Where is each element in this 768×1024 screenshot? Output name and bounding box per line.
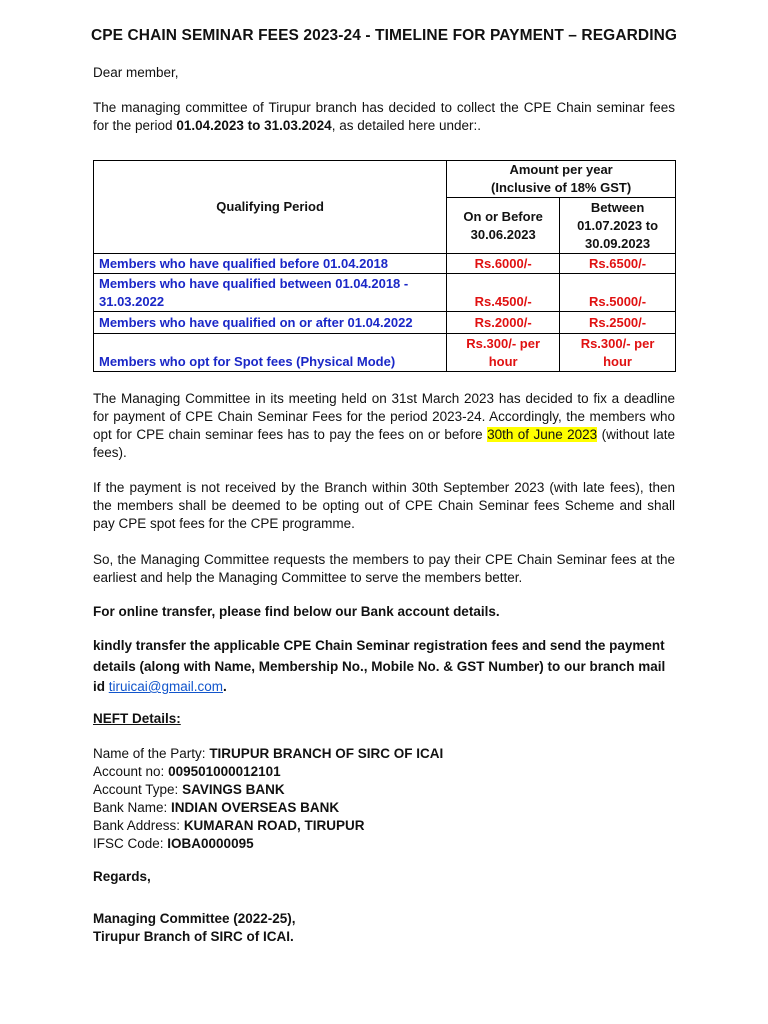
intro-text-2: , as detailed here under:. [331, 118, 482, 133]
deadline-text-2: (without late fees). [93, 427, 676, 460]
row-label: Members who opt for Spot fees (Physical Mode) [94, 334, 447, 372]
salutation: Dear member, [93, 65, 179, 80]
request-paragraph: So, the Managing Committee requests the members to pay their CPE Chain Seminar fees at the earliest and help the Managing Committee to serve the members better. [93, 552, 675, 585]
neft-field-label: Name of the Party: [93, 746, 210, 761]
neft-field-value: TIRUPUR BRANCH OF SIRC OF ICAI [209, 746, 444, 761]
row-fee-late: Rs.2500/- [560, 312, 676, 334]
transfer-instruction-text: kindly transfer the applicable CPE Chain Seminar registration fees and send the payment details (along with Name, Membership No., Mobile No. & GST Number) to our branch mail id [93, 638, 666, 694]
row-label: Members who have qualified before 01.04.2018 [94, 254, 447, 274]
neft-field [93, 745, 675, 763]
table-row [94, 312, 676, 334]
neft-heading: NEFT Details: [93, 711, 181, 726]
signature-block [93, 910, 675, 946]
neft-details [93, 745, 675, 853]
fees-table [93, 160, 676, 372]
neft-field-value: KUMARAN ROAD, TIRUPUR [183, 818, 365, 833]
neft-field [93, 817, 675, 835]
row-fee-late: Rs.6500/- [560, 254, 676, 274]
late-fee-paragraph: If the payment is not received by the Branch within 30th September 2023 (with late fees), then the members shall be deemed to be opting out of CPE Chain Seminar fees Scheme and shall pay CPE spot fees for the CPE programme. [93, 480, 675, 531]
row-fee-early: Rs.300/- per hour [447, 334, 560, 372]
table-row [94, 254, 676, 274]
col-on-or-before-header: On or Before 30.06.2023 [447, 198, 560, 254]
table-row [94, 274, 676, 312]
deadline-paragraph [93, 390, 675, 462]
transfer-instruction-end: . [222, 679, 227, 694]
intro-period: 01.04.2023 to 31.03.2024 [176, 118, 332, 133]
table-row [94, 334, 676, 372]
intro-paragraph [93, 99, 675, 135]
regards: Regards, [93, 869, 151, 884]
deadline-text-1: The Managing Committee in its meeting held on 31st March 2023 has decided to fix a deadline for payment of CPE Chain Seminar Fees for the period 2023-24. Accordingly, the members who opt for CPE chain seminar fees has to pay the fees on or before [93, 391, 675, 442]
neft-field-label: Account no: [93, 764, 169, 779]
intro-text-1: The managing committee of Tirupur branch has decided to collect the CPE Chain seminar fees for the period [93, 100, 675, 133]
transfer-instruction [93, 636, 675, 698]
neft-field-label: IFSC Code: [93, 836, 168, 851]
neft-field-label: Bank Name: [93, 800, 172, 815]
neft-field-value: 009501000012101 [168, 764, 281, 779]
neft-field [93, 781, 675, 799]
neft-field [93, 799, 675, 817]
row-fee-early: Rs.2000/- [447, 312, 560, 334]
neft-field-value: SAVINGS BANK [182, 782, 285, 797]
row-fee-early: Rs.6000/- [447, 254, 560, 274]
qualifying-period-header: Qualifying Period [94, 161, 447, 254]
row-fee-early: Rs.4500/- [447, 274, 560, 312]
amount-header [447, 161, 676, 198]
row-label: Members who have qualified between 01.04.2018 - 31.03.2022 [94, 274, 447, 312]
neft-field-value: IOBA0000095 [167, 836, 254, 851]
branch-email-link[interactable]: tiruicai@gmail.com [108, 679, 223, 694]
table-header-row [94, 161, 676, 198]
page-title: CPE CHAIN SEMINAR FEES 2023-24 - TIMELINE FOR PAYMENT – REGARDING [90, 27, 678, 44]
neft-field-label: Bank Address: [93, 818, 184, 833]
neft-field-label: Account Type: [93, 782, 183, 797]
row-label: Members who have qualified on or after 01.04.2022 [94, 312, 447, 334]
col-between-header: Between 01.07.2023 to 30.09.2023 [560, 198, 676, 254]
signature-line-1: Managing Committee (2022-25), [93, 911, 296, 926]
amount-header-line2: (Inclusive of 18% GST) [491, 180, 632, 195]
neft-field-value: INDIAN OVERSEAS BANK [171, 800, 340, 815]
row-fee-late: Rs.300/- per hour [560, 334, 676, 372]
neft-field [93, 763, 675, 781]
row-fee-late: Rs.5000/- [560, 274, 676, 312]
signature-line-2: Tirupur Branch of SIRC of ICAI. [93, 929, 294, 944]
neft-field [93, 835, 675, 853]
amount-header-line1: Amount per year [509, 162, 613, 177]
deadline-highlight: 30th of June 2023 [487, 427, 598, 442]
online-transfer-note: For online transfer, please find below our Bank account details. [93, 604, 500, 619]
